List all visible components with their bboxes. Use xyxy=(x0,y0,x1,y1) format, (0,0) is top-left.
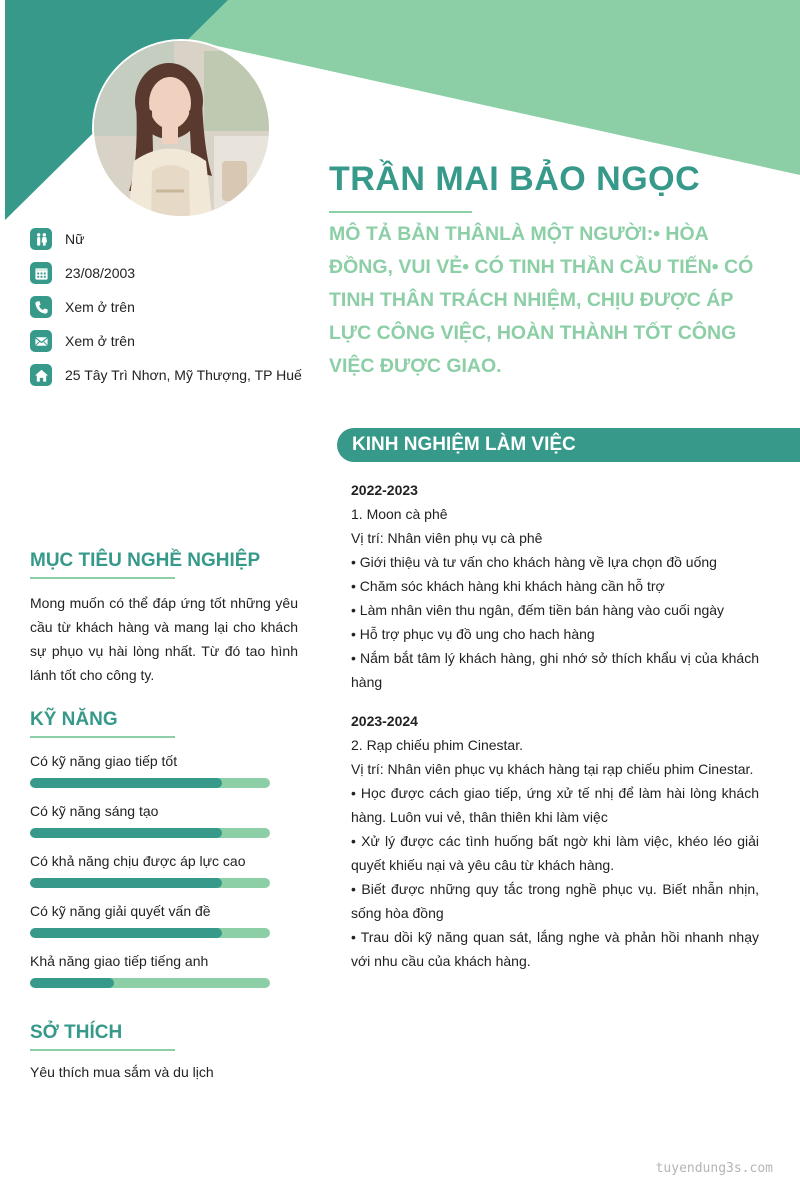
skill-bar-fill xyxy=(30,878,222,888)
skill-item xyxy=(30,850,270,900)
skill-bar xyxy=(30,978,270,988)
hobbies-text: Yêu thích mua sắm và du lịch xyxy=(30,1064,214,1080)
contact-birthdate: 23/08/2003 xyxy=(65,265,136,281)
experience-period: 2022-2023 xyxy=(351,482,418,498)
contact-row-email xyxy=(30,324,320,358)
calendar-icon xyxy=(30,262,52,284)
skills-title: KỸ NĂNG xyxy=(30,709,118,730)
experience-line: 2. Rạp chiếu phim Cinestar. xyxy=(351,737,523,753)
skill-item xyxy=(30,950,270,1000)
hobbies-title: SỞ THÍCH xyxy=(30,1022,123,1043)
experience-line: • Biết được những quy tắc trong nghề phục vụ. Biết nhẫn nhịn, sống hòa đồng xyxy=(351,881,759,921)
skill-bar-fill xyxy=(30,928,222,938)
experience-line: • Hỗ trợ phục vụ đồ ung cho hach hàng xyxy=(351,626,595,642)
contact-phone: Xem ở trên xyxy=(65,299,135,315)
skill-bar xyxy=(30,878,270,888)
skill-label: Khả năng giao tiếp tiếng anh xyxy=(30,953,209,969)
objective-underline xyxy=(30,577,175,579)
skill-label: Có kỹ năng sáng tạo xyxy=(30,803,159,819)
skill-bar-fill xyxy=(30,778,222,788)
experience-line: • Giới thiệu và tư vấn cho khách hàng về lựa chọn đồ uống xyxy=(351,554,717,570)
contact-row-address xyxy=(30,358,320,392)
email-icon xyxy=(30,330,52,352)
experience-entry-2 xyxy=(351,709,759,973)
watermark: tuyendung3s.com xyxy=(655,1161,773,1176)
left-edge-strip xyxy=(0,0,5,225)
skill-bar xyxy=(30,778,270,788)
skill-bar xyxy=(30,928,270,938)
skill-item xyxy=(30,800,270,850)
skill-label: Có kỹ năng giao tiếp tốt xyxy=(30,753,178,769)
skills-underline xyxy=(30,736,175,738)
contact-gender: Nữ xyxy=(65,231,85,247)
experience-line: Vị trí: Nhân viên phụ vụ cà phê xyxy=(351,530,543,546)
contact-row-birthdate xyxy=(30,256,320,290)
skill-label: Có khả năng chịu được áp lực cao xyxy=(30,853,246,869)
hobbies-underline xyxy=(30,1049,175,1051)
experience-line: • Làm nhân viên thu ngân, đếm tiền bán hàng vào cuối ngày xyxy=(351,602,725,618)
skill-bar-fill xyxy=(30,828,222,838)
experience-line: • Chăm sóc khách hàng khi khách hàng cần hỗ trợ xyxy=(351,578,665,594)
avatar xyxy=(92,39,271,218)
objective-title: MỤC TIÊU NGHỀ NGHIỆP xyxy=(30,550,261,571)
experience-period: 2023-2024 xyxy=(351,713,418,729)
contact-email: Xem ở trên xyxy=(65,333,135,349)
experience-line: • Trau dồi kỹ năng quan sát, lắng nghe và phản hồi nhanh nhạy với nhu cầu của khách hàng. xyxy=(351,929,759,969)
contact-row-gender xyxy=(30,222,320,256)
skills-list xyxy=(30,750,270,1000)
experience-line: • Nắm bắt tâm lý khách hàng, ghi nhớ sở thích khẩu vị của khách hàng xyxy=(351,650,759,690)
home-icon xyxy=(30,364,52,386)
skill-label: Có kỹ năng giải quyết vấn đề xyxy=(30,903,211,919)
skill-bar-fill xyxy=(30,978,114,988)
experience-line: 1. Moon cà phê xyxy=(351,506,448,522)
experience-line: Vị trí: Nhân viên phục vụ khách hàng tại rạp chiếu phim Cinestar. xyxy=(351,761,754,777)
name-underline xyxy=(329,211,472,213)
profile-summary: MÔ TẢ BẢN THÂNLÀ MỘT NGƯỜI:• HÒA ĐỒNG, VUI VẺ• CÓ TINH THẦN CẦU TIẾN• CÓ TINH THÂN TRÁCH NHIỆM, CHỊU ĐƯỢC ÁP LỰC CÔNG VIỆC, HOÀN THÀNH TỐT CÔNG VIỆC ĐƯỢC GIAO. xyxy=(329,223,754,377)
objective-text: Mong muốn có thể đáp ứng tốt những yêu cầu từ khách hàng và mang lại cho khách sự phụo vụ hài lòng nhất. Từ đó tao hình lánh tốt cho công ty. xyxy=(30,595,298,683)
experience-line: • Học được cách giao tiếp, ứng xử tế nhị để làm hài lòng khách hàng. Luôn vui vẻ, thân thiên khi làm việc xyxy=(351,785,759,825)
contact-row-phone xyxy=(30,290,320,324)
contact-list xyxy=(30,222,320,392)
skill-bar xyxy=(30,828,270,838)
experience-entry-1 xyxy=(351,478,759,694)
experience-line: • Xử lý được các tình huống bất ngờ khi làm việc, khéo léo giải quyết khiếu nại và yêu câu từ khách hàng. xyxy=(351,833,759,873)
experience-title: KINH NGHIỆM LÀM VIỆC xyxy=(337,428,800,462)
phone-icon xyxy=(30,296,52,318)
skill-item xyxy=(30,900,270,950)
candidate-name: TRẦN MAI BẢO NGỌC xyxy=(329,160,701,198)
gender-icon xyxy=(30,228,52,250)
skill-item xyxy=(30,750,270,800)
contact-address: 25 Tây Trì Nhơn, Mỹ Thượng, TP Huế xyxy=(65,367,302,383)
